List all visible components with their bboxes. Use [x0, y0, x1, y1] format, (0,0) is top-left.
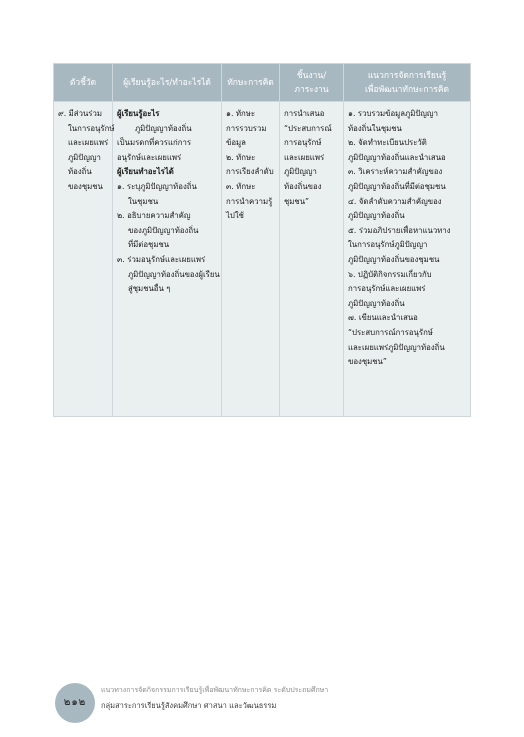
workpiece-line: การอนุรักษ์: [284, 138, 322, 148]
indicator-line: ภูมิปัญญา: [68, 152, 101, 162]
approach-line: ๒. จัดทำทะเบียนประวัติ: [348, 138, 427, 148]
approach-line: ๕. ร่วมอภิปรายเพื่อหาแนวทาง: [348, 225, 451, 235]
header-learning-approach-line2: เพื่อพัฒนาทักษะการคิด: [364, 84, 450, 95]
learners-line: ๑. ระบุภูมิปัญญาท้องถิ่น: [117, 181, 197, 191]
workpiece-line: ชุมชน”: [284, 196, 310, 206]
cell-learning-approach: [344, 102, 471, 417]
learners-know-heading: ผู้เรียนรู้อะไร: [117, 109, 160, 118]
header-workpiece: [280, 64, 344, 102]
skill-line: ๓. ทักษะ: [226, 181, 256, 191]
learners-line: อนุรักษ์และเผยแพร่: [117, 152, 182, 162]
learners-line: สู่ชุมชนอื่น ๆ: [128, 284, 171, 294]
approach-line: ๔. จัดลำดับความสำคัญของ: [348, 196, 442, 206]
skill-line: ๑. ทักษะ: [226, 109, 256, 118]
approach-line: ภูมิปัญญาท้องถิ่น: [348, 298, 405, 308]
approach-line: ๓. วิเคราะห์ความสำคัญของ: [348, 167, 443, 177]
indicator-line: ของชุมชน: [68, 181, 103, 191]
header-learning-approach: [344, 64, 471, 102]
learners-line: เป็นมรดกที่ควรแก่การ: [117, 138, 192, 148]
cell-thinking-skills: [222, 102, 280, 417]
page-number-badge: [55, 683, 95, 723]
header-indicator: [54, 64, 113, 102]
indicator-line: ในการอนุรักษ์: [68, 123, 115, 133]
workpiece-line: การนำเสนอ: [284, 109, 325, 118]
approach-line: ภูมิปัญญาท้องถิ่นที่มีต่อชุมชน: [348, 181, 446, 191]
approach-line: ๗. เขียนและนำเสนอ: [348, 313, 418, 323]
indicator-line: ๙. มีส่วนร่วม: [58, 109, 102, 118]
learners-line: ๓. ร่วมอนุรักษ์และเผยแพร่: [117, 254, 206, 264]
table-row: [54, 102, 471, 417]
cell-workpiece: [280, 102, 344, 417]
learners-line: ๒. อธิบายความสำคัญ: [117, 211, 191, 221]
indicator-line: ท้องถิ่น: [68, 167, 92, 177]
approach-line: “ประสบการณ์การอนุรักษ์: [348, 327, 433, 337]
header-thinking-skills-text: ทักษะการคิด: [227, 77, 274, 88]
approach-line: ภูมิปัญญาท้องถิ่น: [348, 211, 405, 221]
approach-line: ของชุมชน”: [348, 357, 387, 367]
approach-line: ๖. ปฏิบัติกิจกรรมเกี่ยวกับ: [348, 269, 432, 279]
skill-line: การรวบรวม: [226, 123, 267, 133]
approach-line: ภูมิปัญญาท้องถิ่นและนำเสนอ: [348, 152, 446, 162]
approach-line: ท้องถิ่นในชุมชน: [348, 123, 402, 133]
table-header-row: [54, 64, 471, 102]
learners-line: ภูมิปัญญาท้องถิ่น: [135, 123, 192, 133]
skill-line: การเรียงลำดับ: [226, 167, 274, 177]
cell-learners-know-do: [113, 102, 222, 417]
footer-book-title: แนวทางการจัดกิจกรรมการเรียนรู้เพื่อพัฒนาทักษะการคิด ระดับประถมศึกษา: [101, 686, 329, 694]
skill-line: ๒. ทักษะ: [226, 152, 256, 162]
learning-activity-table: [53, 63, 471, 417]
workpiece-line: ภูมิปัญญา: [284, 167, 317, 177]
header-thinking-skills: [222, 64, 280, 102]
approach-line: การอนุรักษ์และเผยแพร่: [348, 284, 426, 294]
workpiece-line: ท้องถิ่นของ: [284, 181, 322, 191]
workpiece-line: และเผยแพร่: [284, 152, 325, 162]
page-number: ๒๑๒: [63, 697, 87, 708]
learners-do-heading: ผู้เรียนทำอะไรได้: [117, 167, 174, 177]
header-workpiece-line2: ภาระงาน: [294, 84, 329, 95]
cell-indicator: [54, 102, 113, 417]
skill-line: การนำความรู้: [226, 196, 273, 206]
skill-line: ไปใช้: [226, 211, 244, 221]
header-indicator-text: ตัวชี้วัด: [69, 77, 97, 88]
header-workpiece-line1: ชิ้นงาน/: [296, 70, 327, 81]
approach-line: ๑. รวบรวมข้อมูลภูมิปัญญา: [348, 109, 438, 118]
skill-line: ข้อมูล: [226, 138, 246, 148]
workpiece-line: “ประสบการณ์: [284, 123, 332, 133]
learners-line: ในชุมชน: [128, 196, 159, 206]
approach-line: และเผยแพร่ภูมิปัญญาท้องถิ่น: [348, 342, 445, 352]
header-learning-approach-line1: แนวการจัดการเรียนรู้: [367, 70, 447, 81]
learners-line: ที่มีต่อชุมชน: [128, 240, 170, 250]
learners-line: ของภูมิปัญญาท้องถิ่น: [128, 225, 199, 235]
indicator-line: และเผยแพร่: [68, 138, 109, 148]
approach-line: ในการอนุรักษ์ภูมิปัญญา: [348, 240, 428, 250]
header-learners-know-do: [113, 64, 222, 102]
footer-subject-group: กลุ่มสาระการเรียนรู้สังคมศึกษา ศาสนา และวัฒนธรรม: [101, 701, 277, 710]
header-learners-know-do-text: ผู้เรียนรู้อะไร/ทำอะไรได้: [123, 77, 211, 88]
approach-line: ภูมิปัญญาท้องถิ่นของชุมชน: [348, 254, 440, 264]
learners-line: ภูมิปัญญาท้องถิ่นของผู้เรียน: [128, 269, 220, 279]
